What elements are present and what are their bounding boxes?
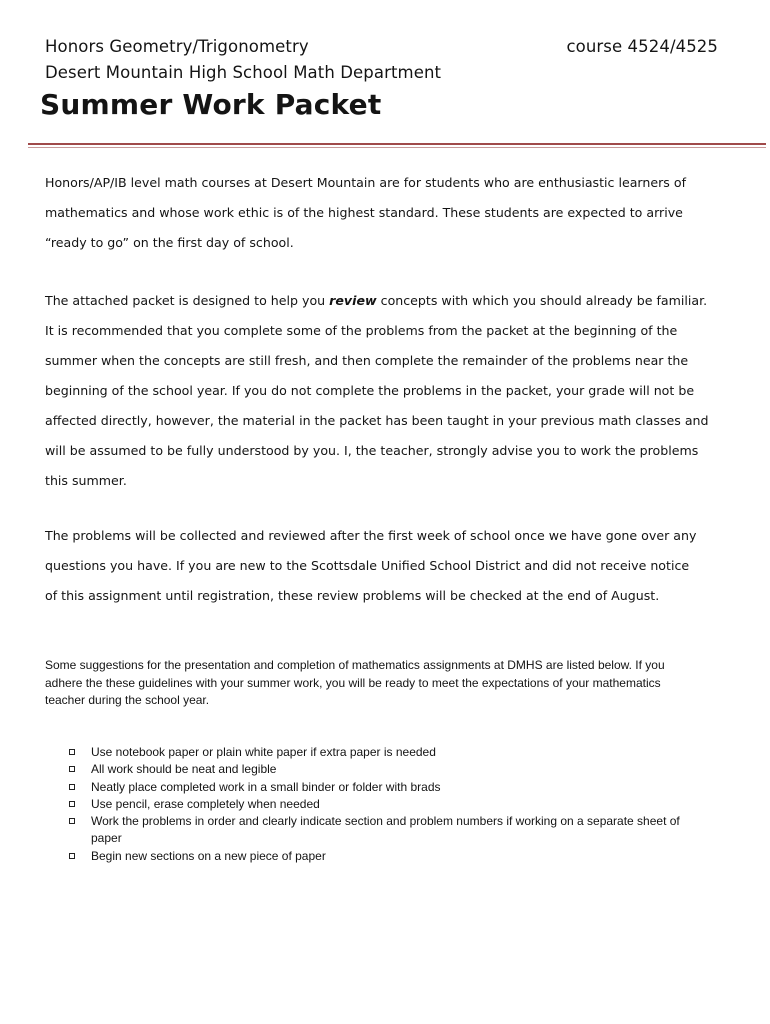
list-item (68, 796, 728, 813)
intro-paragraph (45, 173, 735, 263)
paragraph-line: The problems will be collected and reviewed after the first week of school once we have gone over any (45, 528, 697, 543)
list-item (68, 848, 728, 865)
course-number: course 4524/4525 (566, 37, 718, 56)
list-item-text: Work the problems in order and clearly indicate section and problem numbers if working on a separate sheet of (91, 814, 680, 829)
checkbox-bullet-icon (69, 784, 75, 790)
title-divider (28, 143, 766, 145)
collection-paragraph (45, 526, 735, 616)
suggestions-paragraph (45, 657, 735, 710)
paragraph-line: this summer. (45, 473, 127, 488)
paragraph-line: mathematics and whose work ethic is of the highest standard. These students are expected to arrive (45, 205, 683, 220)
paragraph-line (45, 291, 735, 321)
page-title: Summer Work Packet (40, 88, 382, 121)
list-item-text: Begin new sections on a new piece of paper (91, 848, 326, 863)
paragraph-line: questions you have. If you are new to the Scottsdale Unified School District and did not receive notice (45, 558, 690, 573)
paragraph-line: Some suggestions for the presentation and completion of mathematics assignments at DMHS are listed below. If you (45, 658, 665, 672)
list-item (68, 761, 728, 778)
checkbox-bullet-icon (69, 818, 75, 824)
list-item (68, 744, 728, 761)
paragraph-line: “ready to go” on the first day of school. (45, 235, 294, 250)
checkbox-bullet-icon (69, 801, 75, 807)
paragraph-line: beginning of the school year. If you do not complete the problems in the packet, your grade will not be (45, 383, 695, 398)
course-title: Honors Geometry/Trigonometry (45, 37, 309, 56)
list-item-text: Use notebook paper or plain white paper if extra paper is needed (91, 745, 436, 759)
packet-info-paragraph (45, 291, 735, 501)
paragraph-line: will be assumed to be fully understood by you. I, the teacher, strongly advise you to work the problems (45, 443, 699, 458)
paragraph-line: adhere the these guidelines with your summer work, you will be ready to meet the expectations of your mathematics (45, 675, 661, 690)
list-item (68, 813, 728, 848)
list-item-text: All work should be neat and legible (91, 762, 277, 777)
paragraph-line: affected directly, however, the material in the packet has been taught in your previous math classes and (45, 413, 709, 428)
text-segment: concepts with which you should already be familiar. (376, 293, 708, 308)
paragraph-line: teacher during the school year. (45, 693, 210, 707)
title-divider-thin (28, 147, 766, 148)
text-segment: The attached packet is designed to help you (45, 293, 330, 308)
checkbox-bullet-icon (69, 766, 75, 772)
department-name: Desert Mountain High School Math Department (45, 63, 442, 82)
emphasized-word: review (329, 293, 377, 308)
list-item (68, 779, 728, 796)
paragraph-line: of this assignment until registration, these review problems will be checked at the end of August. (45, 588, 660, 603)
guidelines-list (68, 744, 728, 865)
list-item-text: paper (91, 831, 122, 846)
paragraph-line: Honors/AP/IB level math courses at Desert Mountain are for students who are enthusiastic learners of (45, 175, 687, 190)
paragraph-line: It is recommended that you complete some of the problems from the packet at the beginning of the (45, 323, 678, 338)
paragraph-line: summer when the concepts are still fresh, and then complete the remainder of the problems near the (45, 353, 689, 368)
list-item-text: Neatly place completed work in a small binder or folder with brads (91, 779, 441, 794)
checkbox-bullet-icon (69, 749, 75, 755)
checkbox-bullet-icon (69, 853, 75, 859)
list-item-text: Use pencil, erase completely when needed (91, 796, 320, 811)
